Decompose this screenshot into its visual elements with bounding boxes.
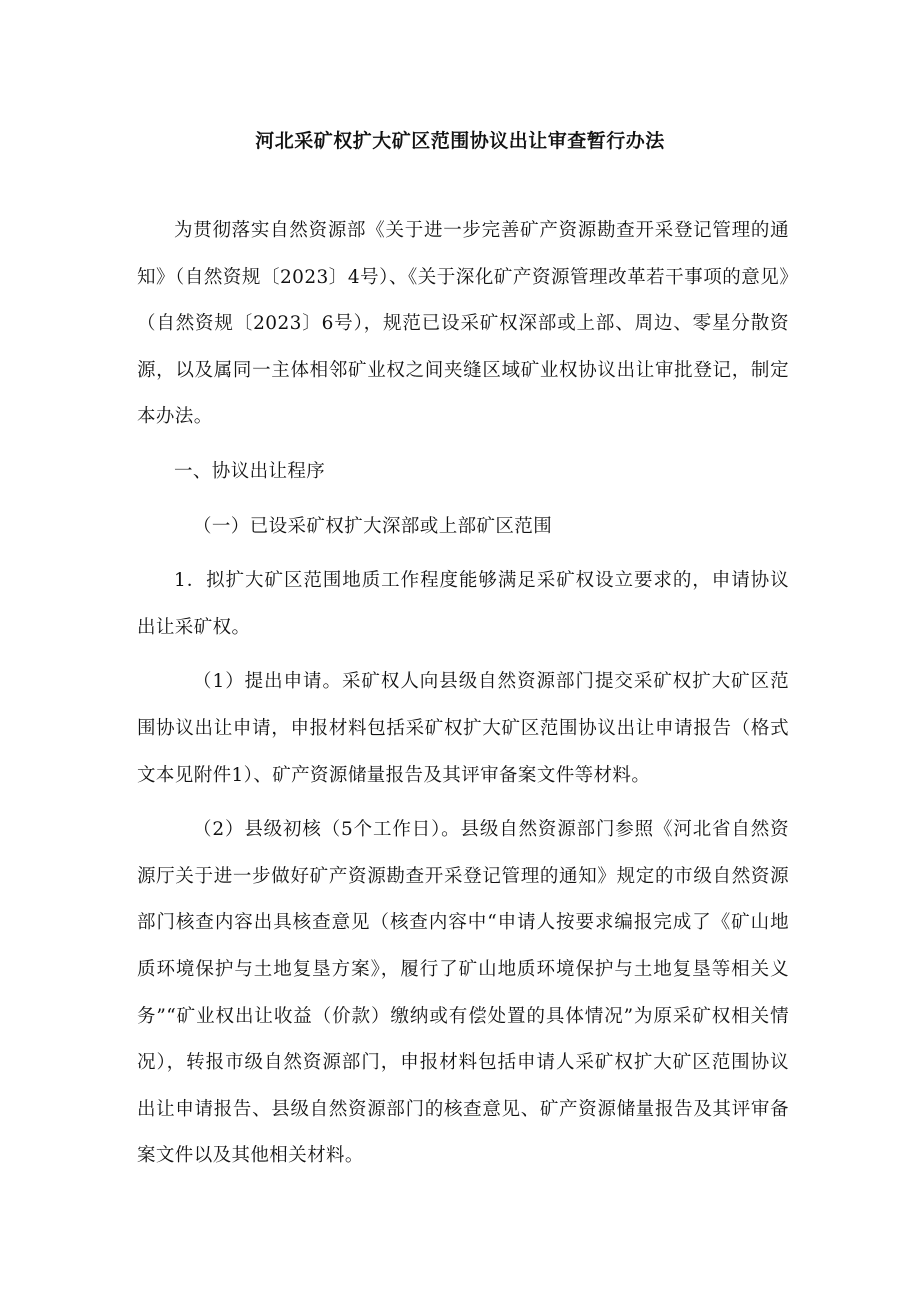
intro-paragraph: 为贯彻落实自然资源部《关于进一步完善矿产资源勘查开采登记管理的通知》（自然资规〔2023〕4号）、《关于深化矿产资源管理改革若干事项的意见》（自然资规〔2023〕6号），规范已设采矿权深部或上部、周边、零星分散资源，以及属同一主体相邻矿业权之间夹缝区域矿业权协议出让审批登记，制定本办法。 [137, 220, 789, 428]
document-title: 河北采矿权扩大矿区范围协议出让审查暂行办法 [255, 130, 665, 152]
step-1-submit-application: （1）提出申请。采矿权人向县级自然资源部门提交采矿权扩大矿区范围协议出让申请，申报材料包括采矿权扩大矿区范围协议出让申请报告（格式文本见附件1）、矿产资源储量报告及其评审备案文件等材料。 [137, 671, 789, 786]
step-2-county-preliminary-review: （2）县级初核（5个工作日）。县级自然资源部门参照《河北省自然资源厅关于进一步做好矿产资源勘查开采登记管理的通知》规定的市级自然资源部门核查内容出具核查意见（核查内容中“申请人按要求编报完成了《矿山地质环境保护与土地复垦方案》，履行了矿山地质环境保护与土地复垦等相关义务”“矿业权出让收益（价款）缴纳或有偿处置的具体情况”为原采矿权相关情况），转报市级自然资源部门，申报材料包括申请人采矿权扩大矿区范围协议出让申请报告、县级自然资源部门的核查意见、矿产资源储量报告及其评审备案文件以及其他相关材料。 [137, 819, 789, 1167]
item-1-paragraph: 1．拟扩大矿区范围地质工作程度能够满足采矿权设立要求的，申请协议出让采矿权。 [137, 570, 789, 638]
section-heading-procedure: 一、协议出让程序 [174, 460, 326, 482]
subsection-heading-expand-depth: （一）已设采矿权扩大深部或上部矿区范围 [193, 515, 553, 537]
document-body [137, 208, 789, 1188]
